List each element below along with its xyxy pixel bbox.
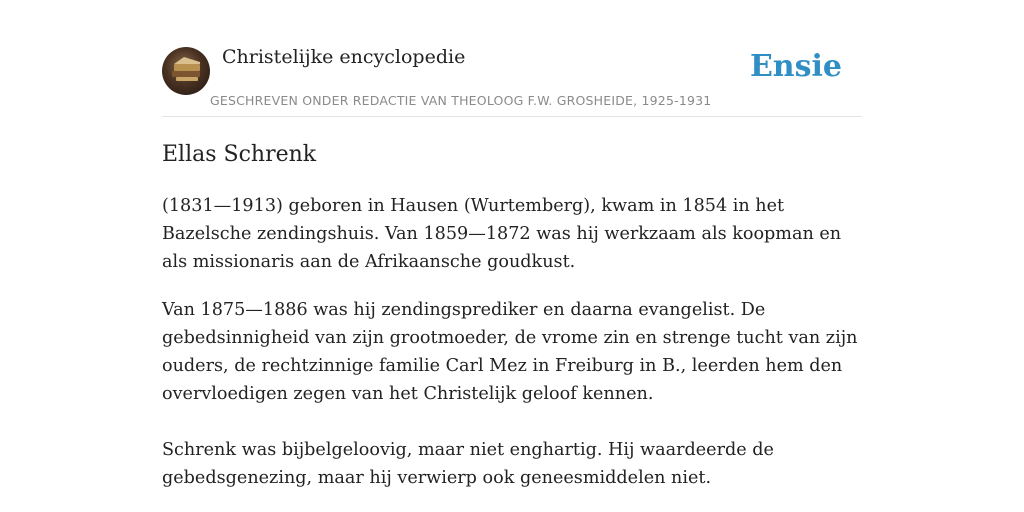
book-image-icon [162, 47, 210, 95]
article-title: Ellas Schrenk [162, 142, 317, 167]
source-subtitle: GESCHREVEN ONDER REDACTIE VAN THEOLOOG F.W. GROSHEIDE, 1925-1931 [210, 93, 712, 108]
article [162, 140, 862, 512]
article-paragraph: (1831—1913) geboren in Hausen (Wurtemberg), kwam in 1854 in het Bazelsche zendingshuis. Van 1859—1872 was hij werkzaam als koopman en als missionaris aan de Afrikaansche goudkust. [162, 196, 842, 272]
source-avatar[interactable] [162, 47, 210, 95]
source-header [162, 44, 862, 117]
ensie-logo-link[interactable]: Ensie [749, 49, 842, 84]
source-title[interactable]: Christelijke encyclopedie [222, 46, 466, 68]
article-paragraph: Van 1875—1886 was hij zendingsprediker en daarna evangelist. De gebedsinnigheid van zijn grootmoeder, de vrome zin en strenge tucht van zijn ouders, de rechtzinnige familie Carl Mez in Freiburg in B., leerden hem den overvloedigen zegen van het Christelijk geloof kennen. Schrenk was bijbelgeloovig, maar niet enghartig. Hij waardeerde de gebedsgenezing, maar hij verwierp ook geneesmiddelen niet. [162, 300, 858, 488]
